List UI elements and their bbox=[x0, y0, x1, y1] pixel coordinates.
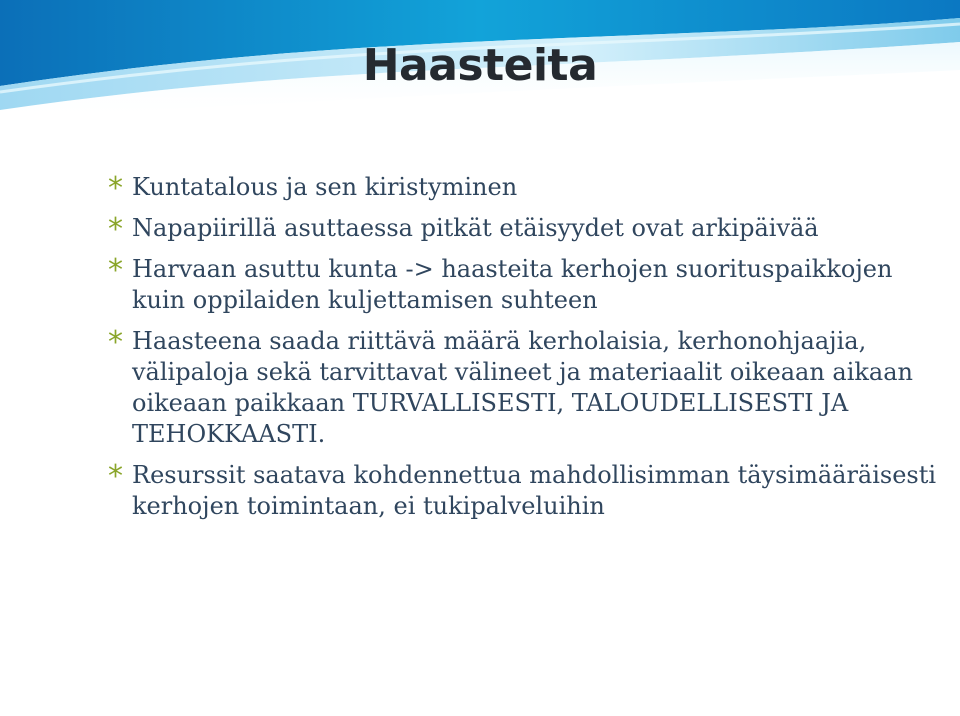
slide-title: Haasteita bbox=[362, 40, 598, 91]
bullet-item-3 bbox=[108, 254, 938, 316]
bullet-item-5 bbox=[108, 460, 938, 522]
bullet-list bbox=[108, 172, 938, 532]
bullet-asterisk-icon: * bbox=[108, 459, 123, 494]
bullet-item-2 bbox=[108, 212, 938, 247]
bullet-text: Haasteena saada riittävä määrä kerholaisia, kerhonohjaajia, välipaloja sekä tarvittavat välineet ja materiaalit oikeaan aikaan oikeaan paikkaan TURVALLISESTI, TALOUDELLISESTI JA TEHOKKAASTI. bbox=[132, 327, 914, 448]
bullet-asterisk-icon: * bbox=[108, 212, 123, 247]
bullet-asterisk-icon: * bbox=[108, 253, 123, 288]
bullet-asterisk-icon: * bbox=[108, 325, 123, 360]
bullet-item-4 bbox=[108, 326, 938, 450]
bullet-item-1 bbox=[108, 171, 938, 206]
bullet-text: Kuntatalous ja sen kiristyminen bbox=[132, 173, 518, 201]
bullet-asterisk-icon: * bbox=[108, 171, 123, 206]
bullet-text: Harvaan asuttu kunta -> haasteita kerhojen suorituspaikkojen kuin oppilaiden kuljettamisen suhteen bbox=[132, 255, 893, 314]
bullet-text: Napapiirillä asuttaessa pitkät etäisyydet ovat arkipäivää bbox=[132, 214, 819, 242]
bullet-text: Resurssit saatava kohdennettua mahdollisimman täysimääräisesti kerhojen toimintaan, ei tukipalveluihin bbox=[132, 461, 937, 520]
